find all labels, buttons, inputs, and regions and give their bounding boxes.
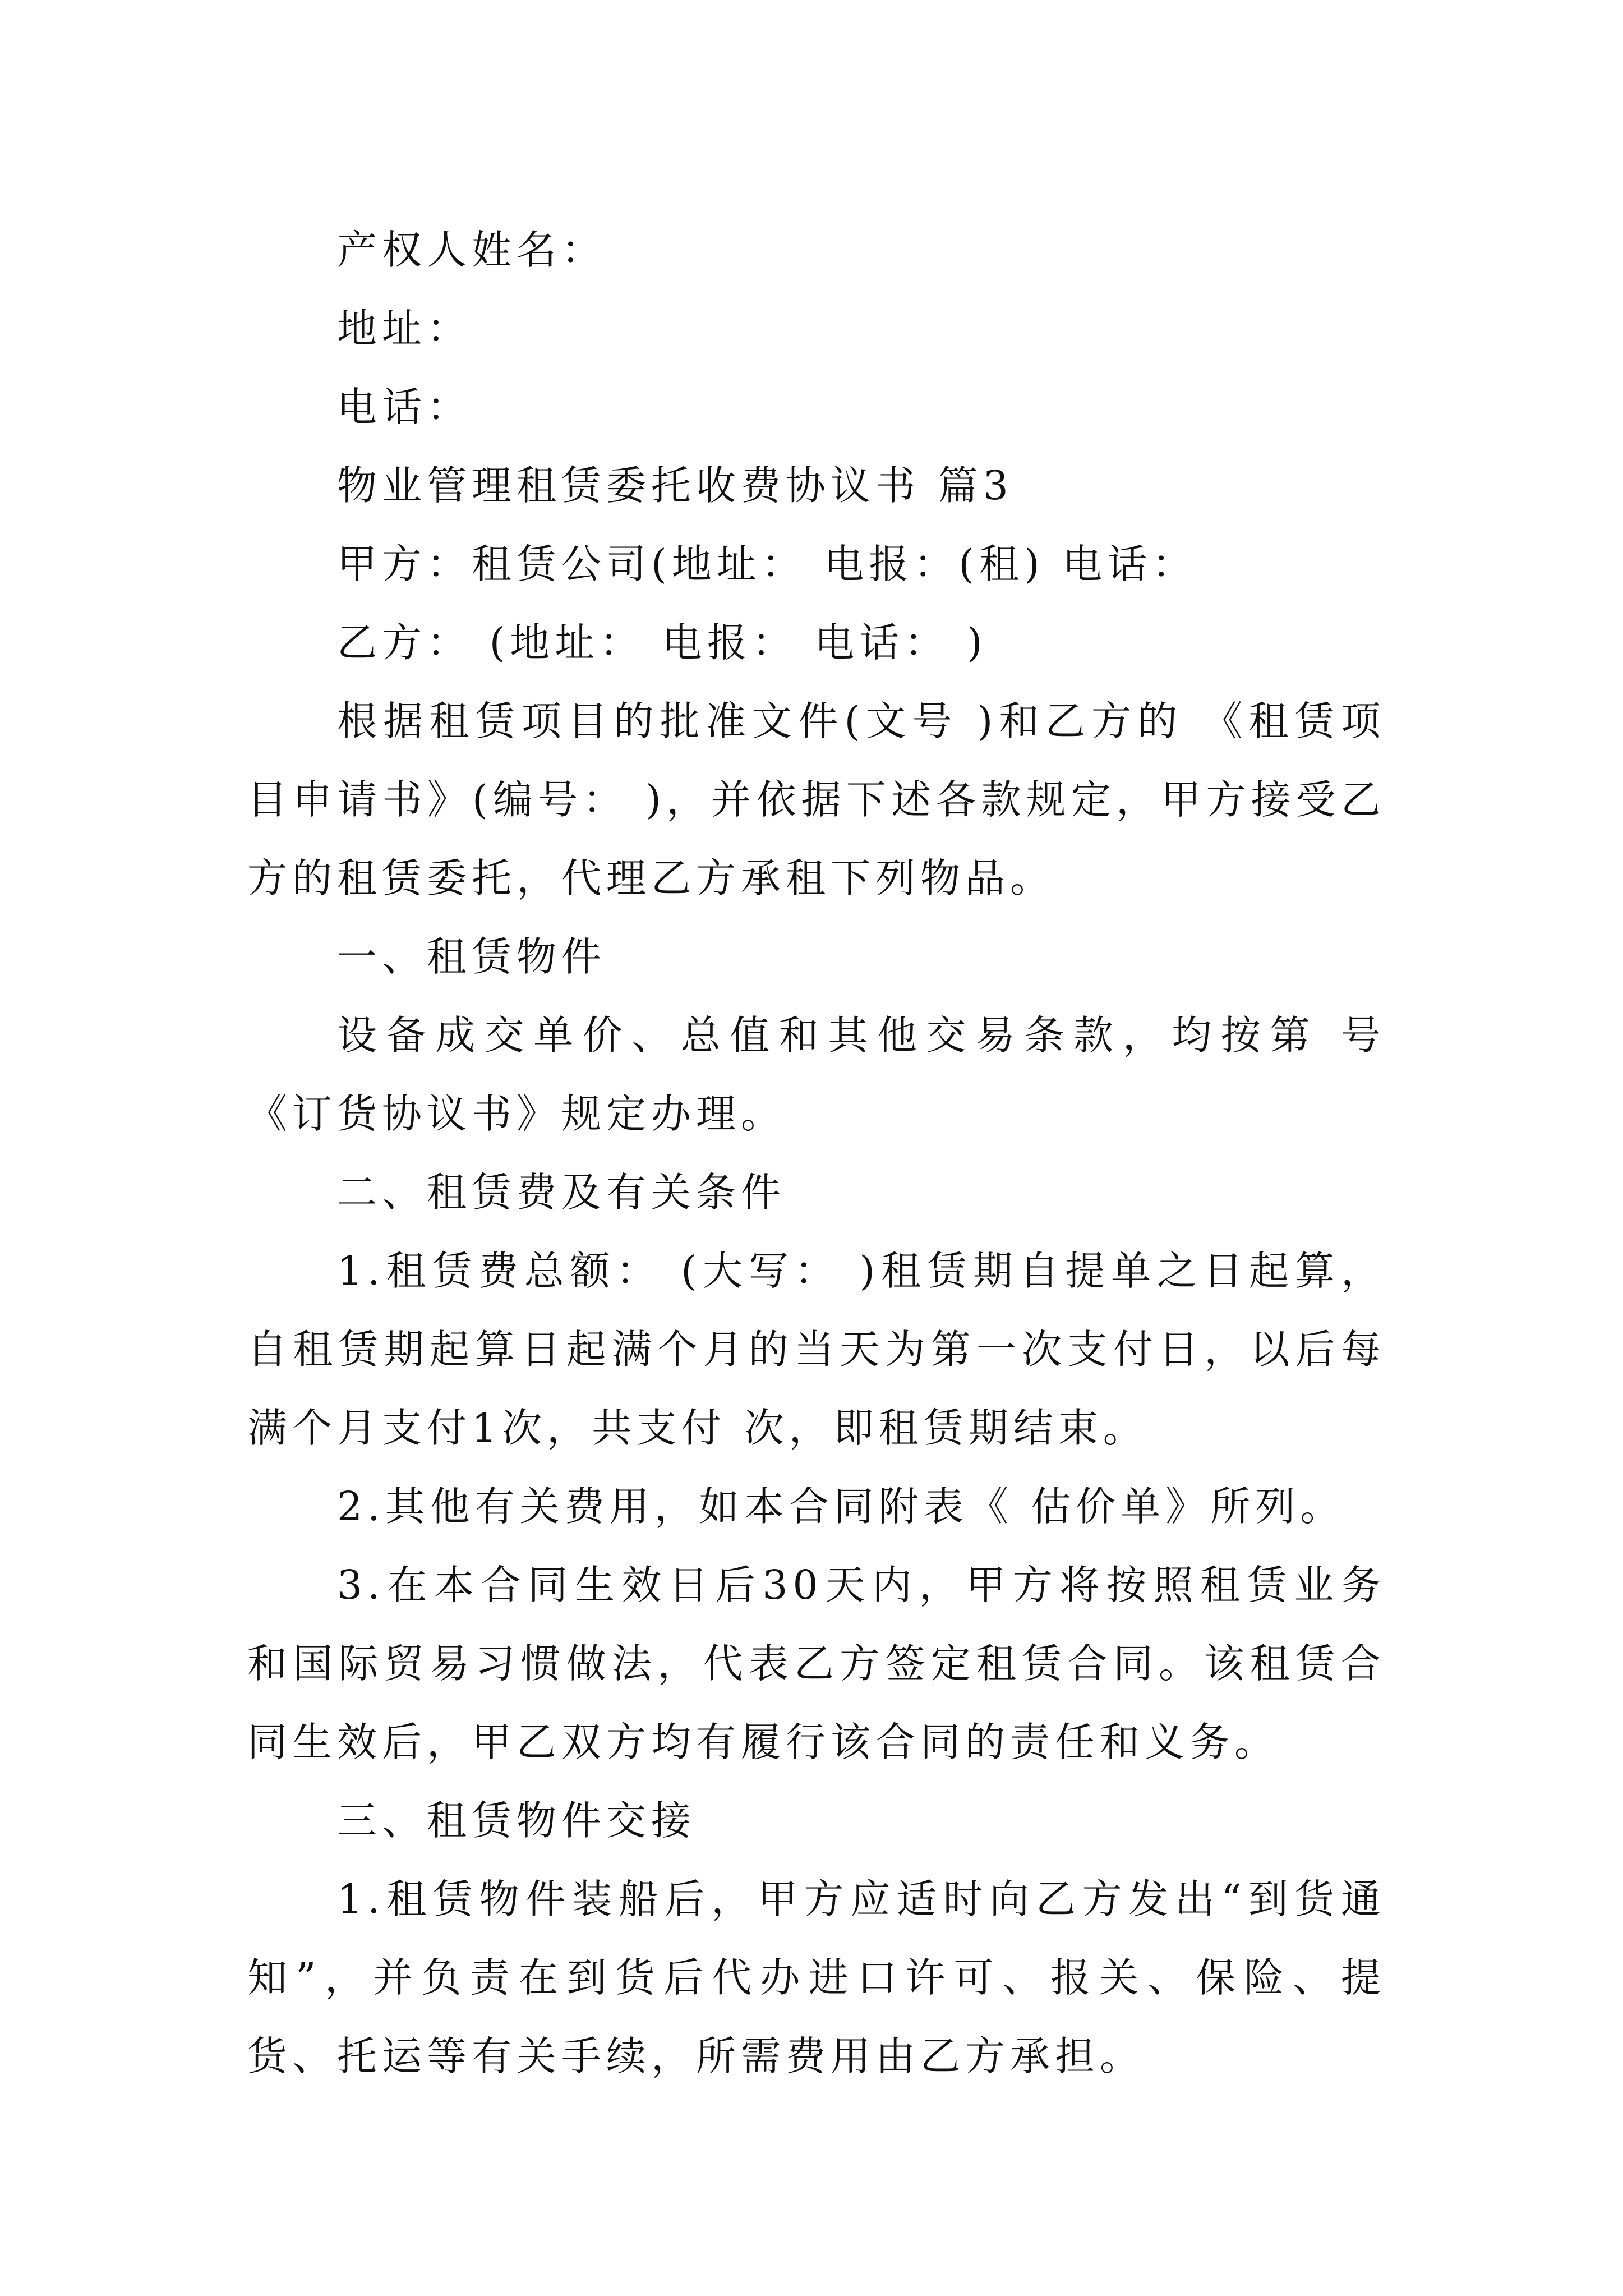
section-2-item-3: 3.在本合同生效日后30天内，甲方将按照租赁业务和国际贸易习惯做法，代表乙方签定租赁合同。该租赁合同生效后，甲乙双方均有履行该合同的责任和义务。: [247, 1562, 1386, 1765]
owner-name-line: 产权人姓名：: [337, 227, 607, 273]
phone-line: 电话：: [337, 384, 472, 430]
section-3-heading: 三、租赁物件交接: [337, 1797, 697, 1844]
section-1-paragraph: 设备成交单价、总值和其他交易条款，均按第 号《订货协议书》规定办理。: [247, 1012, 1386, 1137]
section-1-heading: 一、租赁物件: [337, 933, 607, 980]
section-3-item-1: 1.租赁物件装船后，甲方应适时向乙方发出“到货通知”，并负责在到货后代办进口许可、报关、保险、提货、托运等有关手续，所需费用由乙方承担。: [247, 1876, 1386, 2079]
party-a-line: 甲方：租赁公司(地址： 电报：(租) 电话：: [337, 541, 1197, 587]
document-body: [247, 211, 1386, 2096]
intro-paragraph: 根据租赁项目的批准文件(文号 )和乙方的 《租赁项目申请书》(编号： )，并依据下述各款规定，甲方接受乙方的租赁委托，代理乙方承租下列物品。: [247, 698, 1386, 901]
section-2-item-2: 2.其他有关费用，如本合同附表《 估价单》所列。: [337, 1483, 1345, 1530]
section-2-item-1: 1.租赁费总额： (大写： )租赁期自提单之日起算，自租赁期起算日起满个月的当天为第一次支付日，以后每满个月支付1次，共支付 次，即租赁期结束。: [247, 1248, 1386, 1451]
agreement-title: 物业管理租赁委托收费协议书 篇3: [337, 462, 1013, 509]
section-2-heading: 二、租赁费及有关条件: [337, 1169, 786, 1216]
address-line: 地址：: [337, 305, 472, 352]
party-b-line: 乙方： (地址： 电报： 电话： ): [337, 619, 988, 666]
